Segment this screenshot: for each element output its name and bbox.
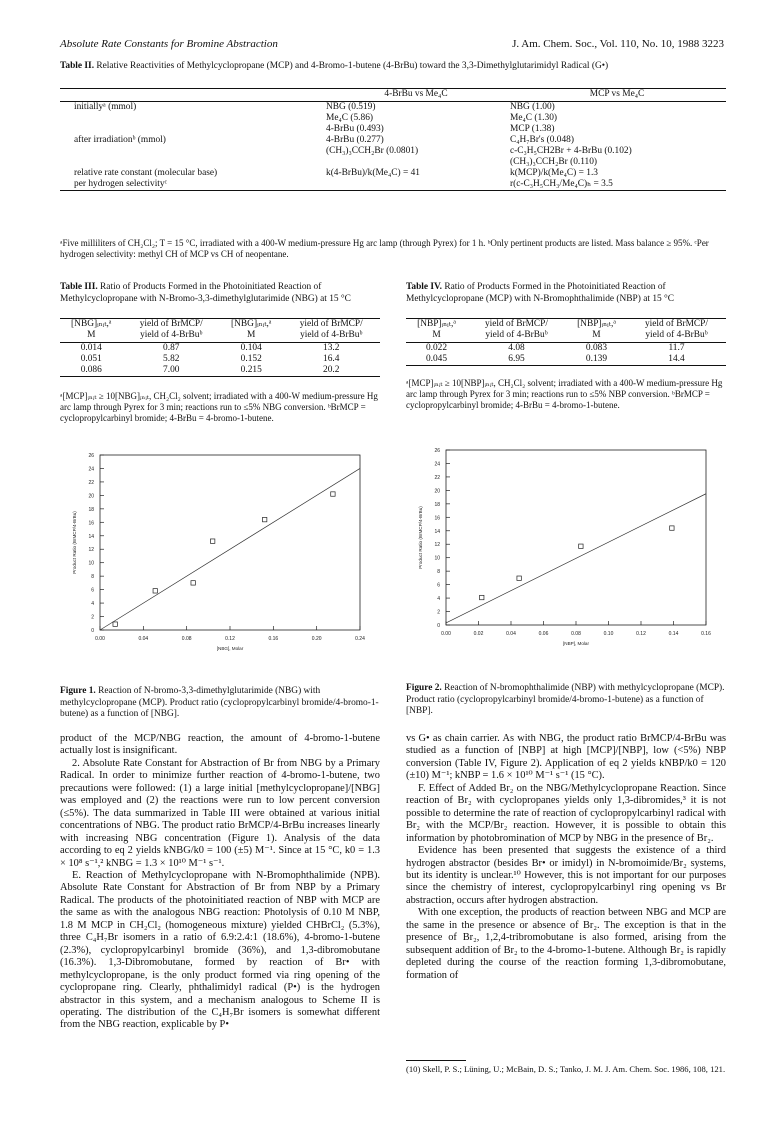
- data-point: [262, 517, 266, 521]
- table3-cell: 5.82: [163, 353, 180, 364]
- figure1: [60, 445, 380, 680]
- table2-cell-line: (CH₃)₃CCH₂Br (0.0801): [326, 146, 419, 156]
- fit-line: [446, 494, 706, 623]
- table2-cell-line: (CH₃)₃CCH₂Br (0.110): [510, 157, 598, 167]
- table4-head: yield of 4-BrBuᵇ: [467, 330, 566, 342]
- body-paragraph: F. Effect of Added Br₂ on the NBG/Methylcyclopropane Reaction. Since reaction of Br₂ with cyclopropanes yields only 1,3-dibromides,³ it is not possible to determine the rate of reaction of cyclopropylcarbinyl radical with Br₂ with the MCP/Br₂ reaction. However, it is possible to obtain this information by photobromination of MCP by NBG in the presence of Br₂.: [406, 782, 726, 844]
- x-tick-label: 0.24: [355, 636, 365, 642]
- table2-cell: [324, 168, 508, 179]
- table4-head: yield of BrMCP/: [484, 319, 548, 329]
- y-tick-label: 22: [88, 479, 94, 486]
- table2-row-label: after irradiationᵇ (mmol): [74, 135, 166, 145]
- table3-head: yield of 4-BrBuᵇ: [122, 330, 220, 342]
- y-tick-label: 20: [88, 493, 94, 500]
- table4-head: yield of BrMCP/: [644, 319, 708, 329]
- y-tick-label: 26: [434, 448, 440, 454]
- x-tick-label: 0.14: [668, 631, 679, 637]
- table3-cell: 16.4: [323, 353, 340, 364]
- table3-cell: 0.104: [240, 342, 262, 353]
- y-tick-label: 22: [434, 474, 440, 481]
- y-tick-label: 16: [88, 520, 94, 527]
- x-tick-label: 0.08: [181, 636, 192, 642]
- table4-cell: 0.139: [585, 353, 608, 364]
- table2-cell-line: k(MCP)/k(Me₄C) = 1.3: [510, 168, 598, 178]
- table3-row: [60, 365, 380, 376]
- table4-caption: [406, 282, 726, 305]
- y-tick-label: 6: [91, 587, 94, 594]
- table2-row: [60, 179, 726, 190]
- table2-caption: [60, 60, 726, 72]
- table2-cell-line: Me₄C (1.30): [510, 113, 558, 123]
- y-tick-label: 2: [437, 609, 440, 616]
- y-tick-label: 18: [88, 506, 94, 513]
- y-tick-label: 6: [437, 582, 440, 589]
- x-tick-label: 0.12: [225, 636, 235, 642]
- data-point: [113, 622, 117, 626]
- running-header-title: Absolute Rate Constants for Bromine Abstraction: [60, 38, 278, 50]
- table2-cell-line: k(4-BrBu)/k(Me₄C) = 41: [326, 168, 420, 178]
- y-tick-label: 10: [88, 560, 94, 567]
- y-tick-label: 4: [91, 601, 94, 608]
- y-tick-label: 24: [88, 466, 94, 473]
- table4-caption-text: Ratio of Products Formed in the Photoinitiated Reaction of Methylcyclopropane (MCP) with N-Bromophthalimide (NBP) at 15 °C: [406, 282, 675, 304]
- y-axis-label: Product Ratio (BrMCP/4-BrBu): [72, 511, 77, 574]
- figure1-chart: [60, 445, 380, 675]
- table3-row: [60, 342, 380, 354]
- table4-cell: 0.045: [425, 353, 448, 364]
- x-tick-label: 0.10: [603, 631, 614, 637]
- table2-cell: [324, 135, 508, 168]
- table2-footnote: ᵃFive milliliters of CH₂Cl₂; T = 15 °C, irradiated with a 400-W medium-pressure Hg arc lamp (through Pyrex) for 1 h. ᵇOnly pertinent products are listed. Mass balance ≥ 95%. ᶜPer hydrogen selectivity: methyl CH of MCP vs CH of neopentane.: [60, 238, 709, 259]
- figure2-chart: [406, 440, 726, 670]
- x-tick-label: 0.20: [311, 636, 322, 642]
- reference-10: (10) Skell, P. S.; Lüning, U.; McBain, D. S.; Tanko, J. M. J. Am. Chem. Soc. 1986, 108, 121.: [406, 1064, 726, 1074]
- y-tick-label: 12: [88, 547, 94, 554]
- table2-cell: [508, 179, 726, 190]
- y-tick-label: 10: [434, 555, 440, 562]
- table4-cell: 6.95: [508, 353, 525, 364]
- table3-cell: 13.2: [323, 342, 340, 353]
- table3-head: M: [220, 330, 282, 342]
- table3-caption: [60, 282, 380, 305]
- figure2-caption: [406, 683, 726, 718]
- figure1-caption-text: Reaction of N-bromo-3,3-dimethylglutarimide (NBG) with methylcyclopropane (MCP). Product ratio (cyclopropylcarbinyl bromide/4-bromo-1-butene) as a function of [NBG].: [60, 686, 379, 720]
- y-tick-label: 8: [437, 569, 440, 576]
- table2-col-header: 4-BrBu vs Me₄C: [324, 89, 508, 102]
- figure1-caption: [60, 686, 380, 721]
- figure2-caption-label: Figure 2.: [406, 683, 442, 693]
- y-tick-label: 8: [91, 574, 94, 581]
- table2-row-label: relative rate constant (molecular base): [74, 168, 218, 178]
- body-paragraph: vs G• as chain carrier. As with NBG, the product ratio BrMCP/4-BrBu was studied as a function of [NBP] at high [MCP]/[NBP], low (<5%) NBP conversion (Table IV, Figure 2). Application of eq 2 yields kNBP/k0 = 120 (±10) M⁻¹; kNBP = 1.6 × 10¹⁰ M⁻¹ s⁻¹ (15 °C).: [406, 733, 726, 782]
- table3-footnote: ᵃ[MCP]ᵢₙᵢₜ ≥ 10[NBG]ᵢₙᵢₜ, CH₂Cl₂ solvent; irradiated with a 400-W medium-pressure Hg arc lamp through Pyrex for 3 min; reactions run to ≤5% NBG conversion. ᵇBrMCP = cyclopropylcarbinyl bromide; 4-BrBu = 4-bromo-1-butene.: [60, 391, 378, 423]
- table3-cell: 0.87: [163, 342, 180, 353]
- table2-row-label: per hydrogen selectivityᶜ: [74, 179, 167, 189]
- x-tick-label: 0.00: [95, 636, 105, 642]
- table3-head: yield of BrMCP/: [299, 319, 363, 329]
- y-tick-label: 16: [434, 515, 440, 522]
- table3-cell: 7.00: [163, 364, 180, 375]
- table2-cell-line: C₄H₇Br's (0.048): [510, 135, 574, 145]
- y-tick-label: 26: [88, 453, 94, 459]
- x-axis-label: [NBG], Molar: [216, 646, 244, 651]
- table3: [60, 318, 380, 377]
- table3-head: M: [60, 330, 122, 342]
- y-tick-label: 14: [434, 528, 440, 535]
- data-point: [331, 492, 335, 496]
- body-paragraph: 2. Absolute Rate Constant for Abstraction of Br from NBG by a Primary Radical. In order to minimize further reaction of 4-bromo-1-butene, two precautions were followed: (1) a large initial [methylcyclopropane]/[NBG] was employed and (2) the reactions were run to low percent conversion (≤5%). The data summarized in Table III were obtained at various initial concentrations of NBG. The product ratio BrMCP/4-BrBu increases linearly with increasing NBG concentration (Figure 1). Analysis of the data according to eq 2 yields kNBG/k0 = 100 (±5) M⁻¹. Since at 15 °C, k0 = 1.3 × 10⁸ s⁻¹,² kNBG = 1.3 × 10¹⁰ M⁻¹ s⁻¹.: [60, 757, 380, 869]
- table4-row: [406, 354, 726, 365]
- y-tick-label: 12: [434, 542, 440, 549]
- table4-caption-label: Table IV.: [406, 282, 442, 292]
- x-tick-label: 0.02: [473, 631, 484, 637]
- table2-cell: [324, 102, 508, 136]
- table3-head: [NBG]ᵢₙᵢₜ,ᵃ: [71, 319, 112, 329]
- table3-caption-label: Table III.: [60, 282, 98, 292]
- table3-head: [NBG]ᵢₙᵢₜ,ᵃ: [231, 319, 272, 329]
- table3-cell: 0.152: [240, 353, 262, 364]
- table2-cell-line: r(c-C₃H₅CH₃/Me₄C)ₕ = 3.5: [510, 179, 613, 189]
- table4-cell: 0.083: [585, 342, 608, 353]
- body-paragraph: product of the MCP/NBG reaction, the amount of 4-bromo-1-butene actually lost is insignificant.: [60, 733, 380, 757]
- table4-cell: 0.022: [425, 342, 448, 353]
- y-tick-label: 0: [437, 623, 440, 629]
- x-tick-label: 0.08: [571, 631, 581, 637]
- table3-cell: 0.014: [80, 342, 102, 353]
- table2-col-header: MCP vs Me₄C: [508, 89, 726, 102]
- table3-cell: 20.2: [323, 364, 340, 375]
- x-tick-label: 0.04: [138, 636, 149, 642]
- fit-line: [100, 468, 360, 630]
- table2-cell: [508, 168, 726, 179]
- table2-cell-line: NBG (1.00): [510, 102, 555, 112]
- data-point: [579, 544, 583, 548]
- table2-cell-line: Me₄C (5.86): [326, 113, 374, 123]
- table3-cell: 0.086: [80, 364, 102, 375]
- x-tick-label: 0.06: [538, 631, 549, 637]
- plot-frame: [100, 455, 360, 630]
- table3-head: yield of 4-BrBuᵇ: [282, 330, 380, 342]
- data-point: [153, 589, 157, 593]
- running-header-journal: J. Am. Chem. Soc., Vol. 110, No. 10, 1988 3223: [512, 38, 724, 50]
- y-tick-label: 0: [91, 628, 94, 634]
- references: [406, 1060, 726, 1075]
- table4-head: M: [566, 330, 627, 342]
- body-paragraph: With one exception, the products of reaction between NBG and MCP are the same in the presence or absence of Br₂. The exception is that in the presence of Br₂, 1,2,4-tribromobutane is also formed, arising from the subsequent addition of Br₂ to the 4-bromo-1-butene. Although Br₂ is rapidly depleted during the course of the reaction forming 1,3-dibromobutane, formation of: [406, 907, 726, 981]
- data-point: [517, 576, 521, 580]
- table3-row: [60, 354, 380, 365]
- y-tick-label: 2: [91, 614, 94, 621]
- body-left-column: [60, 733, 380, 1032]
- table2-cell: [508, 102, 726, 136]
- table4: [406, 318, 726, 366]
- data-point: [210, 539, 214, 543]
- table3-cell: 0.215: [240, 364, 262, 375]
- table3-head: yield of BrMCP/: [139, 319, 203, 329]
- figure1-caption-label: Figure 1.: [60, 686, 96, 696]
- table4-row: [406, 342, 726, 354]
- table4-footnote: ᵃ[MCP]ᵢₙᵢₜ ≥ 10[NBP]ᵢₙᵢₜ, CH₂Cl₂ solvent; irradiated with a 400-W medium-pressure Hg arc lamp through Pyrex for 3 min; reactions run to ≤5% NBP conversion. ᵇBrMCP = cyclopropylcarbinyl bromide; 4-BrBu = 4-bromo-1-butene.: [406, 378, 723, 410]
- table4-cell: 11.7: [668, 342, 685, 353]
- data-point: [191, 581, 195, 585]
- y-tick-label: 14: [88, 533, 94, 540]
- x-axis-label: [NBP], Molar: [562, 641, 590, 646]
- data-point: [480, 595, 484, 599]
- y-tick-label: 20: [434, 488, 440, 495]
- table3-caption-text: Ratio of Products Formed in the Photoinitiated Reaction of Methylcyclopropane with N-Bromo-3,3-dimethylglutarimide (NBG) at 15 °C: [60, 282, 351, 304]
- body-right-column: [406, 733, 726, 982]
- data-point: [670, 526, 674, 530]
- table4-head: [NBP]ᵢₙᵢₜ,ᵃ: [577, 319, 616, 329]
- table2: [60, 88, 726, 191]
- x-tick-label: 0.12: [636, 631, 646, 637]
- table4-head: yield of 4-BrBuᵇ: [627, 330, 726, 342]
- plot-frame: [446, 450, 706, 625]
- y-tick-label: 18: [434, 501, 440, 508]
- x-tick-label: 0.16: [701, 631, 711, 637]
- table2-row: [60, 168, 726, 179]
- reference-rule: [406, 1060, 466, 1061]
- table2-cell-line: NBG (0.519): [326, 102, 376, 112]
- x-tick-label: 0.04: [506, 631, 516, 637]
- table2-cell: [508, 135, 726, 168]
- table2-row-label: initiallyᵃ (mmol): [74, 102, 137, 112]
- y-tick-label: 24: [434, 461, 440, 468]
- table2-cell: [324, 179, 508, 190]
- table2-caption-text: Relative Reactivities of Methylcyclopropane (MCP) and 4-Bromo-1-butene (4-BrBu) toward the 3,3-Dimethylglutarimidyl Radical (G•): [96, 61, 609, 71]
- body-paragraph: E. Reaction of Methylcyclopropane with N-Bromophthalimide (NPB). Absolute Rate Constant for Abstraction of Br from NBP by a Primary Radical. The products of the photoinitiated reaction of NBP with MCP are the same as with the analogous NBG reaction: Photolysis of 0.10 M NBP, 1.8 M MCP in CH₂Cl₂ (homogeneous mixture) yielded CHBrCl₂ (5.3%), three C₄H₇Br isomers in a ratio of 6.9:2.4:1 (18.6%), 4-bromo-1-butene (2.3%), cyclopropylcarbinyl bromide (36%), and 1,3-dibromobutane (16.3%). 1,3-Dibromobutane, formed by reaction of Br• with methylcyclopropane, is the only product formed via ring opening of the cyclopropane ring. Clearly, phthalimidyl radical (P•) is the hydrogen abstractor in this system, and a mechanism analogous to Scheme II is operating. The distribution of the C₄H₇Br isomers is somewhat different from the NBG reaction, explicable by P•: [60, 869, 380, 1031]
- figure2-caption-text: Reaction of N-bromophthalimide (NBP) with methylcyclopropane (MCP). Product ratio (cyclopropylcarbinyl bromide/4-bromo-1-butene) as a function of [NBP].: [406, 683, 725, 717]
- table4-cell: 14.4: [668, 353, 685, 364]
- table2-row: [60, 102, 726, 136]
- table4-head: [NBP]ᵢₙᵢₜ,ᵃ: [417, 319, 456, 329]
- table2-cell-line: 4-BrBu (0.493): [326, 124, 384, 134]
- x-tick-label: 0.00: [441, 631, 451, 637]
- figure2: [406, 440, 726, 675]
- x-tick-label: 0.16: [268, 636, 279, 642]
- table3-cell: 0.051: [80, 353, 102, 364]
- table4-cell: 4.08: [508, 342, 525, 353]
- table4-head: M: [406, 330, 467, 342]
- table2-cell-line: MCP (1.38): [510, 124, 555, 134]
- y-axis-label: Product Ratio (BrMCP/4-BrBu): [418, 506, 423, 569]
- body-paragraph: Evidence has been presented that suggests the existence of a third hydrogen abstractor (besides Br• or imidyl) in N-bromoimide/Br₂ systems, but its identity is unclear.¹⁰ However, this is not important for our purposes since the chemistry of interest, cyclopropylcarbinyl ring opening vs Br abstraction, occurs after hydrogen abstraction.: [406, 845, 726, 906]
- table2-caption-label: Table II.: [60, 61, 95, 71]
- y-tick-label: 4: [437, 596, 440, 603]
- table2-row: [60, 135, 726, 168]
- table2-cell-line: c-C₃H₅CH2Br + 4-BrBu (0.102): [510, 146, 632, 156]
- table2-cell-line: 4-BrBu (0.277): [326, 135, 384, 145]
